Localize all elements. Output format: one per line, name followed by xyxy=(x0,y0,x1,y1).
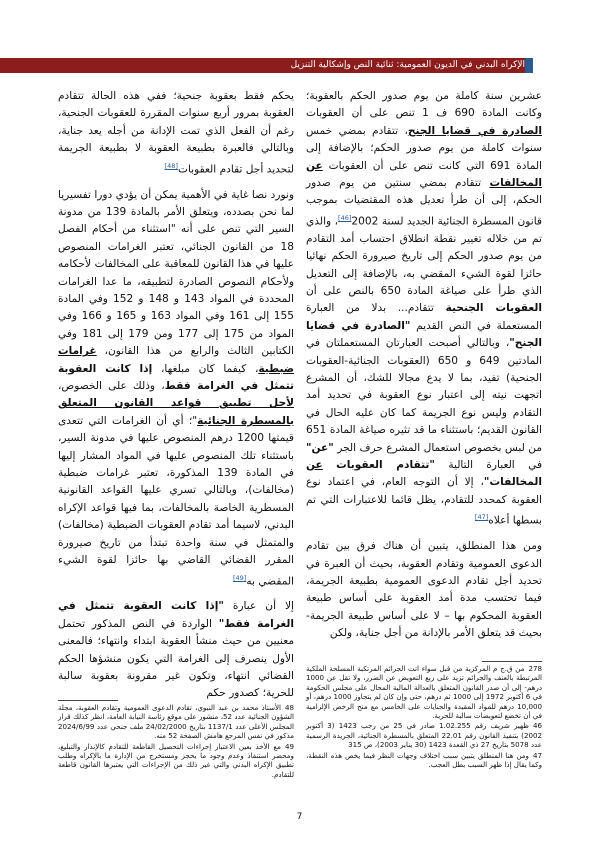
left-paragraph-2: ونورد نصا غاية في الأهمية يمكن أن يؤدي دورا تفسيريا لما نحن بصدده، ويتعلق الأمر بالمادة 139 من مدونة السير التي تنص على أنه "استثناء من أحكام الفصل 18 من القانون الجنائي، تعتبر الغرامات المنصوص عليها في هذا القانون للمعاقبة على المخالفات لأحكامه ولأحكام النصوص الصادرة لتطبيقه، ما عدا الغرامات المحددة في المواد 143 و 148 و 152 وفي المادة 155 إلى 161 وفي المواد 163 و 165 و 166 وفي المواد من 175 إلى 177 ومن 179 إلى 181 وفي الكتابين الثالث والرابع من هذا القانون، غرامات ضبطية، كيفما كان مبلغها، إذا كانت العقوبة تتمثل في الغرامة فقط، وذلك على الخصوص، لأجل تطبيق قواعد القانون المتعلق بالمسطرة الجنائية"؛ أي أن الغرامات التي تتعدى قيمتها 1200 درهم المنصوص عليها في مدونة السير، باستثناء تلك المنصوص عليها في المواد المشار إليها في المادة 139 المذكورة، تعتبر غرامات ضبطية (مخالفات)، وبالتالي تسري عليها القواعد القانونية المسطرية الخاصة بالمخالفات، بما فيها قواعد الإكراه البدني، لاسيما أمد تقادم العقوبات الضبطية (مخالفات) والمتمثل في سنة واحدة تبتدأ من تاريخ صيرورة المقرر القضائي القاضي بها حائزا لقوة الشيء المقضي به[49] xyxy=(58,188,295,588)
footnote-ref-49[interactable]: [49] xyxy=(232,573,247,582)
footnote-46: 46ظهير شريف رقم 1.02.255 صادر في 25 من رجب 1423 (3 أكتوبر 2002) بتنفيذ القانون رقم 22.01 المتعلق بالمسطرة الجنائية، الجريدة الرسمية عدد 5078 بتاريخ 27 ذي القعدة 1423 (30 يناير 2003)، ص 315 xyxy=(306,721,543,750)
footnote-49: 49مع الأخذ بعين الاعتبار إجراءات التحصيل القاطعة للتقادم كالإنذار والتبليغ، ومحضر استنفاذ وعدم وجود ما يحجز ومستخرج من الإدارة ما بالإكراه وطلب تطبيق الإكراه البدني والتي غير ذلك من الإجراءات التي يعتبرها القانون قاطعة للتقادم. xyxy=(58,741,294,779)
left-paragraph-1: يحكم فقط بعقوبة جنحية؛ ففي هذه الحالة تتقادم العقوبة بمرور أربع سنوات المقررة للعقوبات الجنحية، رغم أن الفعل الذي تمت الإدانة من أجله يعد جناية، وبالتالي فالعبرة بطبيعة العقوبة لا بطبيعة الجريمة لتحديد أجل تقادم العقوبات[48] xyxy=(58,90,294,176)
footnote-item: 278من ق.ج م المركزية من قبل سواء اتت الجرائم المرتكبة المسلحة الملكية المرتبطة بالعنف والجرائم تزيد على ربع التعويض عن الضرر، ولا تقل عن 1000 درهم- إلى أن صدر القانون المتعلق بالعدالة المالية المحال على مجلس الحكومة في 6 أكتوبر 1972 إلى 1000 ثم درهم، حتى وإن كان لم يتجاوز 1000 درهم، أو 10,000 درهم للمواد المقيدة والجنايات على الخامس مع منح الرخص الإلزامية في أن تخضع لتعويضات سالبة للحرية. xyxy=(306,664,542,721)
footnote-divider-left xyxy=(58,700,118,701)
page-number: 7 xyxy=(296,812,303,822)
page-top-margin xyxy=(0,0,599,50)
left-text-column xyxy=(58,88,294,711)
running-header-accent xyxy=(525,58,533,73)
footnote-divider-right xyxy=(482,661,542,662)
footnotes-left xyxy=(58,703,294,780)
footnote-ref-47[interactable]: [47] xyxy=(474,513,489,522)
footnotes-right xyxy=(306,664,542,770)
footnote-ref-46[interactable]: [46] xyxy=(338,213,352,222)
left-paragraph-3: إلا أن عبارة "إذا كانت العقوبة تتمثل في الغرامة فقط" الواردة في النص المذكور تحتمل معنيين من حيث منشأ العقوبة ابتداء وانتهاء؛ فالمعنى الأول ينصرف إلى الغرامة التي يكون منشؤها الحكم القضائي انتهاء، وتكون غير مقرونة بعقوبة سالبة للحرية؛ كصدور حكم xyxy=(58,600,294,700)
running-header-title: الإكراه البدني في الديون العمومية: ثنائية النص وإشكالية التنزيل xyxy=(290,60,525,70)
right-paragraph-1: عشرين سنة كاملة من يوم صدور الحكم بالعقوبة؛ وكانت المادة 690 ف 1 تنص على أن العقوبات الصادرة في قضايا الجنح، تتقادم بمضي خمس سنوات كاملة من يوم صدور الحكم؛ بالإضافة إلى المادة 691 التي كانت تنص على أن العقوبات عن المخالفات تتقادم بمضي سنتين من يوم صدور الحكم، إلى أن طرأ تعديل هذه المقتضيات بموجب قانون المسطرة الجنائية الجديد لسنة 2002[46]، والذي تم من خلاله تغيير نقطة انطلاق احتساب أمد التقادم من يوم صدور الحكم إلى تاريخ صيرورة الحكم نهائيا حائزا لقوة الشيء المقضي به، بالإضافة إلى التعديل الذي طرأ على صياغة المادة 650 بالنص على أن العقوبات الجنحية تتقادم... بدلا من العبارة المستعملة في النص القديم "الصادرة في قضايا الجنح"، وبالتالي أصبحت العبارتان المستعملتان في المادتين 649 و 650 (العقوبات الجنائية-العقوبات الجنحية) تفيد، بما لا يدع مجالا للشك، أن المشرع اتجهت نيته إلى اعتبار نوع العقوبة في تحديد أمد التقادم وليس نوع الجريمة كما كان عليه الحال في القانون القديم؛ باستثناء ما قد تثيره صياغة المادة 651 من لبس بخصوص استعمال المشرع حرف الجر "عن" في العبارة التالية "تتقادم العقوبات عن المخالفات"، إلا أن التوجه العام، في اعتماد نوع العقوبة كمحدد للتقادم، يظل قائما للاعتبارات التي تم بسطها أعلاه[47] xyxy=(306,90,543,527)
right-paragraph-2: ومن هذا المنطلق، يتبين أن هناك فرق بين تقادم الدعوى العمومية وتقادم العقوبة، بحيث أن العبرة في تحديد أجل تقادم الدعوى العمومية بطبيعة الجريمة، فيما تحتسب مدة أمد العقوبة على أساس طبيعة العقوبة المحكوم بها – لا على أساس طبيعة الجريمة- بحيث قد يتعلق الأمر بالإدانة من أجل جناية، ولكن xyxy=(306,540,542,640)
right-text-column xyxy=(306,88,542,651)
footnote-48: 48الأستاذ محمد بن عبد النبوي، تقادم الدعوى العمومية وتقادم العقوبة، مجلة الشؤون الجنائية عدد 52، منشور على موقع رئاسة النيابة العامة، انظر كذلك قرار المجلس الأعلى عدد 1137/1 بتاريخ 24/02/2000 ملف جنحي عدد 2024/6/99 مذكور في نفس المرجع هامش الصفحة 52 منه. xyxy=(58,703,294,741)
footnote-47: 47ومن هنا المنطلق يتبين سبب اختلاف وجهات النظر فيما يخص هذه النقطة، وكما يقال إذا ظهر السبب بطل العجب. xyxy=(306,750,542,770)
footnote-ref-48[interactable]: [48] xyxy=(164,161,178,170)
